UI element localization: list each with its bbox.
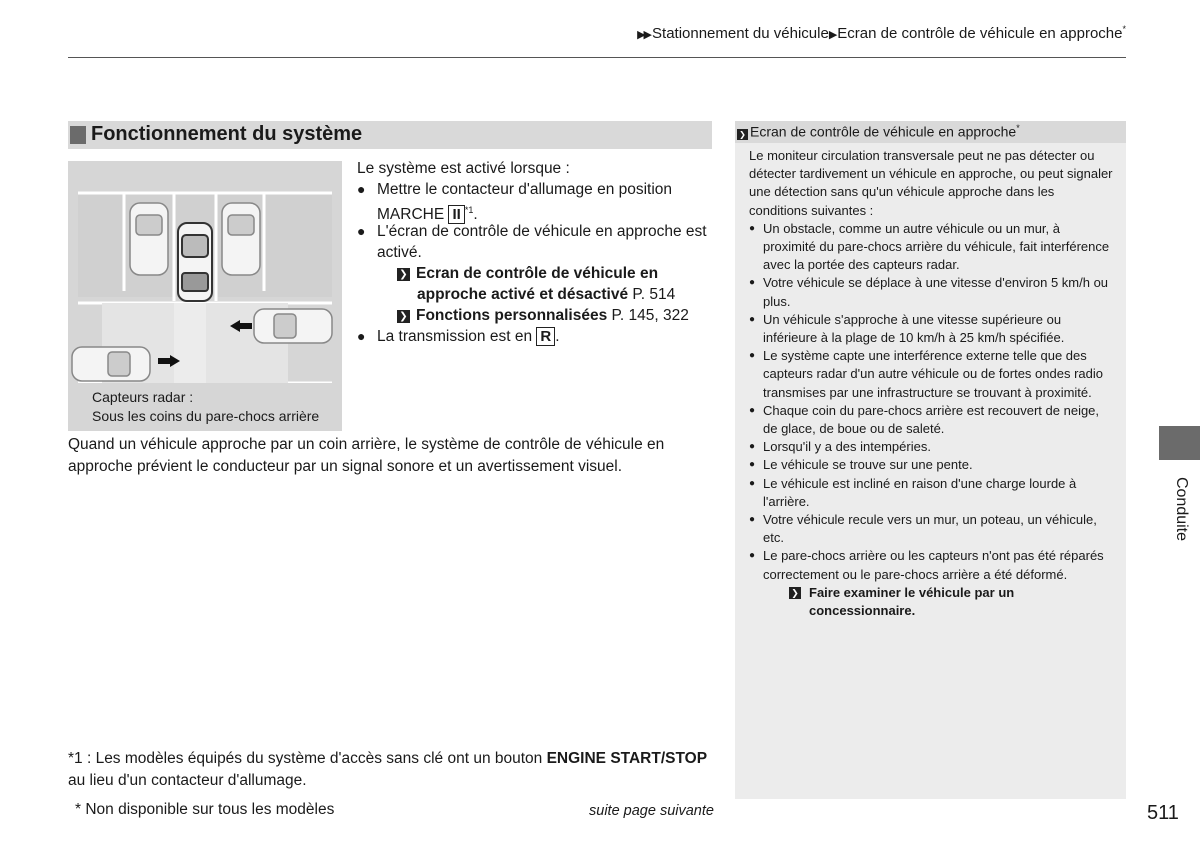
sidebar-body: [749, 147, 1115, 620]
list-item: ● Le véhicule se trouve sur une pente.: [749, 456, 1115, 474]
bullet-icon: ●: [357, 223, 366, 239]
page-number: 511: [1147, 802, 1179, 824]
own-car: [178, 223, 212, 301]
xref-title: Faire examiner le véhicule par un concessionnaire.: [809, 584, 1015, 619]
footnote-button-name: ENGINE START/STOP: [546, 750, 708, 767]
cross-reference[interactable]: [417, 284, 675, 305]
chapter-tab: [1159, 426, 1200, 460]
footnote-text: *1 : Les modèles équipés du système d'accès sans clé ont un bouton: [68, 750, 543, 767]
xref-title: Fonctions personnalisées: [416, 307, 608, 324]
section-title: Fonctionnement du système: [91, 123, 363, 145]
sidebar-heading: [735, 121, 1126, 143]
diagram-caption: [92, 388, 319, 426]
bullet-text: L'écran de contrôle de véhicule en approche est activé.: [377, 223, 707, 261]
cross-reference[interactable]: [397, 263, 658, 284]
caption-line: Sous les coins du pare-chocs arrière: [92, 408, 320, 424]
parked-car-left: [130, 203, 168, 275]
breadcrumb-item: Stationnement du véhicule: [652, 25, 829, 42]
reference-arrow-icon: ❯: [397, 268, 410, 281]
section-heading: [68, 121, 712, 149]
approaching-car-left: [72, 347, 150, 381]
chapter-tab-label: Conduite: [1173, 476, 1190, 542]
asterisk: *: [1122, 24, 1126, 34]
list-item: ● Un obstacle, comme un autre véhicule ou un mur, à proximité du pare-chocs arrière du véhicule, fait interférence avec la portée des capteurs radar.: [749, 220, 1115, 275]
parked-car-right: [222, 203, 260, 275]
lead-text: Le système est activé lorsque :: [357, 160, 570, 177]
footnote: [68, 748, 718, 792]
bullet-text: La transmission est en: [377, 328, 533, 345]
continued-note: suite page suivante: [589, 803, 714, 819]
list-item: ● Le pare-chocs arrière ou les capteurs n'ont pas été réparés correctement ou le pare-chocs arrière a été déformé.: [749, 547, 1115, 583]
reference-arrow-icon: ❯: [737, 129, 748, 140]
sidebar-list: [749, 220, 1115, 584]
gear-r-icon: R: [536, 327, 555, 346]
reference-arrow-icon: ❯: [397, 310, 410, 323]
xref-title: Ecran de contrôle de véhicule en: [416, 265, 659, 282]
list-item: ● Lorsqu'il y a des intempéries.: [749, 438, 1115, 456]
reference-arrow-icon: ❯: [789, 587, 801, 599]
cross-reference[interactable]: [397, 305, 689, 326]
square-marker-icon: [70, 126, 86, 144]
list-item: ● Un véhicule s'approche à une vitesse supérieure ou inférieure à la plage de 10 km/h à 25 km/h spécifiée.: [749, 311, 1115, 347]
breadcrumb-item: Ecran de contrôle de véhicule en approche: [837, 25, 1123, 42]
list-item: ● Le véhicule est incliné en raison d'une charge lourde à l'arrière.: [749, 475, 1115, 511]
sidebar-intro: Le moniteur circulation transversale peut ne pas détecter ou détecter tardivement un véhicule en approche, ou peut signaler une détection sans qu'un véhicule approche dans les conditions suivantes :: [749, 148, 1113, 218]
bullet-text: Mettre le contacteur d'allumage en position: [377, 181, 673, 198]
breadcrumb: [637, 24, 1126, 42]
list-item: ● Chaque coin du pare-chocs arrière est recouvert de neige, de glace, de boue ou de saleté.: [749, 402, 1115, 438]
list-item: ● Votre véhicule recule vers un mur, un poteau, un véhicule, etc.: [749, 511, 1115, 547]
list-item: ● Le système capte une interférence externe telle que des capteurs radar d'un autre véhicule ou de fortes ondes radio transmises par une infrastructure se trouvant à proximité.: [749, 347, 1115, 402]
asterisk: *: [1016, 123, 1020, 133]
sidebar-title: Ecran de contrôle de véhicule en approche: [750, 123, 1017, 140]
xref-page: P. 145, 322: [611, 307, 689, 324]
xref-page: P. 514: [632, 286, 676, 303]
header-rule: [68, 57, 1126, 58]
sidebar-cross-reference[interactable]: [789, 584, 1115, 620]
breadcrumb-arrow-icon: ▶: [828, 29, 836, 41]
xref-title: approche activé et désactivé: [417, 286, 629, 303]
ignition-key-icon: II: [448, 205, 464, 224]
footnote-text: au lieu d'un contacteur d'allumage.: [68, 772, 307, 789]
list-item: ● Votre véhicule se déplace à une vitesse d'environ 5 km/h ou plus.: [749, 274, 1115, 310]
bullet-icon: ●: [357, 328, 366, 344]
body-paragraph: Quand un véhicule approche par un coin arrière, le système de contrôle de véhicule en approche prévient le conducteur par un signal sonore et un avertissement visuel.: [68, 436, 665, 475]
bullet-text: MARCHE: [377, 206, 445, 224]
caption-line: Capteurs radar :: [92, 389, 194, 405]
footnote-ref: *1: [464, 205, 474, 215]
approaching-car-right: [254, 309, 332, 343]
bullet-icon: ●: [357, 181, 366, 197]
breadcrumb-arrow-icon: ▶▶: [637, 29, 651, 41]
availability-note: * Non disponible sur tous les modèles: [75, 801, 335, 818]
